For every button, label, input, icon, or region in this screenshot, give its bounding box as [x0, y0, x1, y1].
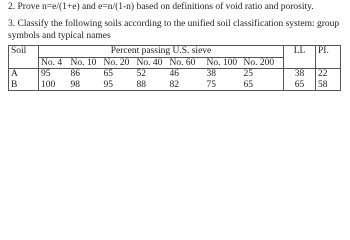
soil-column-header: Soil — [9, 46, 39, 58]
table-row — [9, 69, 341, 80]
soil-data-table — [8, 45, 341, 91]
sieve-header: No. 4 — [39, 57, 69, 69]
ll-column-header: LL — [284, 46, 316, 58]
table-cell: 52 — [136, 69, 146, 79]
ll-value: 65 — [284, 80, 316, 91]
table-cell: 95 — [102, 80, 135, 91]
table-cell: 86 — [70, 69, 80, 79]
table-header-row-2 — [9, 57, 341, 69]
table-cell: 46 — [169, 69, 179, 79]
soil-label: B — [9, 80, 39, 91]
soil-label: A — [9, 69, 39, 80]
table-cell: 95 — [41, 69, 51, 79]
ll-value: 38 — [284, 69, 316, 80]
question-3-text: 3. Classify the following soils according to the unified soil classification system: group symbols and typical names — [8, 19, 340, 41]
table-cell: 98 — [69, 80, 102, 91]
table-cell: 75 — [205, 80, 242, 91]
table-cell: 100 — [39, 80, 69, 91]
sieve-header: No. 10 — [69, 57, 102, 69]
table-row — [9, 80, 341, 91]
percent-passing-header: Percent passing U.S. sieve — [39, 46, 284, 58]
question-2-text: 2. Prove n=e/(1+e) and e=n/(1-n) based on definitions of void ratio and porosity. — [8, 2, 314, 12]
pi-column-header: PI. — [316, 46, 341, 58]
pi-value: 58 — [316, 80, 341, 91]
table-header-row-1 — [9, 46, 341, 58]
document-page — [0, 0, 350, 109]
sieve-header: No. 60 — [168, 57, 205, 69]
table-cell: 25 — [243, 69, 253, 79]
sieve-header: No. 20 — [102, 57, 135, 69]
sieve-header: No. 40 — [135, 57, 168, 69]
table-cell: 88 — [135, 80, 168, 91]
sieve-header: No. 100 — [205, 57, 242, 69]
table-cell: 65 — [103, 69, 113, 79]
table-cell: 38 — [206, 69, 216, 79]
pi-value: 22 — [316, 69, 341, 80]
table-cell: 82 — [168, 80, 205, 91]
table-cell: 65 — [242, 80, 284, 91]
sieve-header: No. 200 — [242, 57, 284, 69]
